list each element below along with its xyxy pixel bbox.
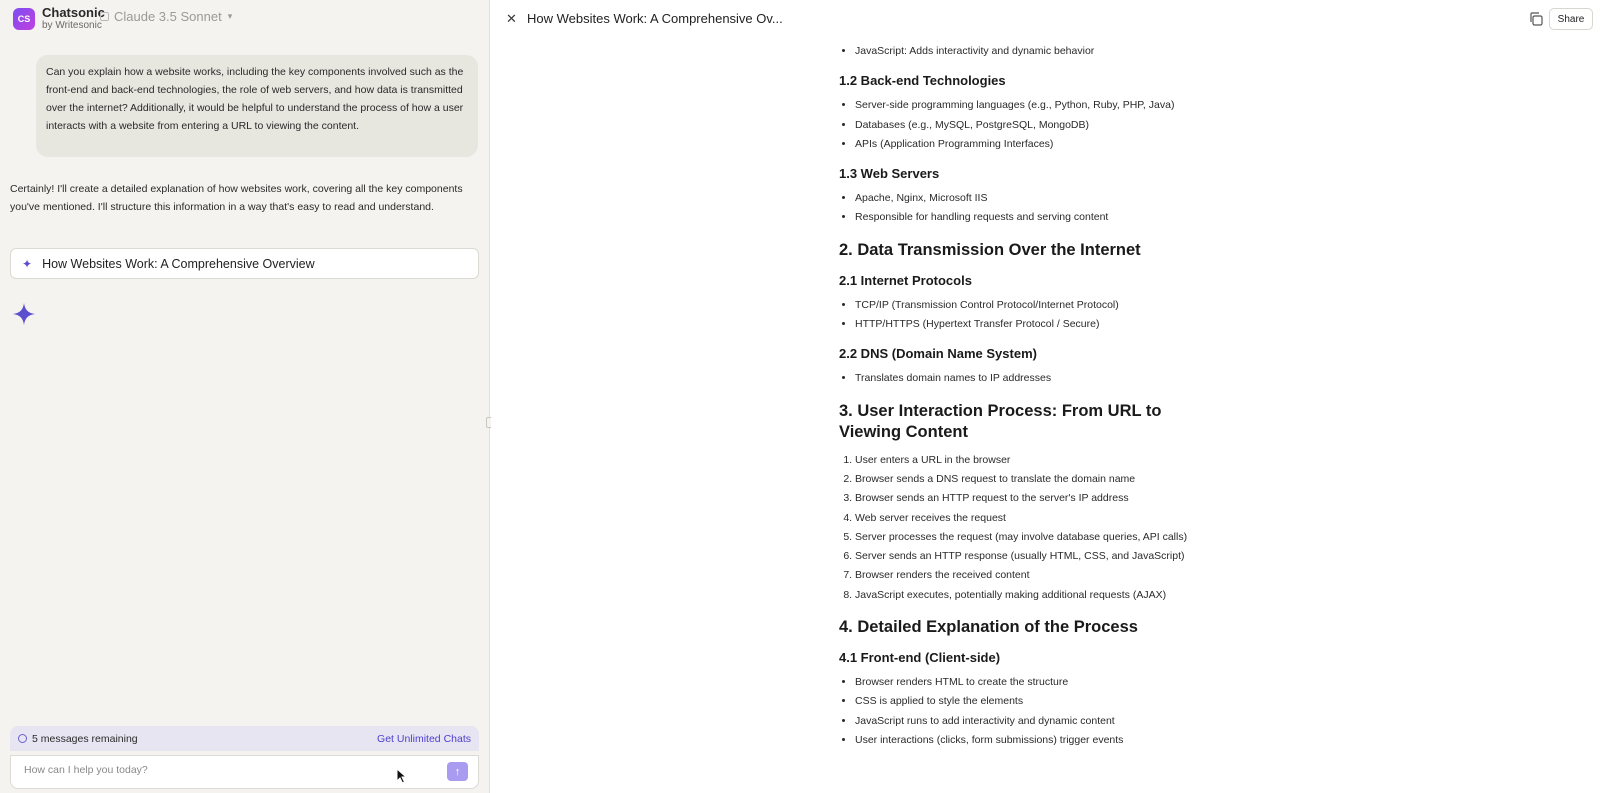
- artifact-card[interactable]: [10, 248, 479, 279]
- assistant-message: Certainly! I'll create a detailed explanation of how websites work, covering all the key components you've mentioned. I'll structure this information in a way that's easy to read and understand.: [10, 183, 463, 213]
- messages-remaining-bar: [10, 726, 479, 751]
- list-item: • User interactions (clicks, form submissions) trigger events: [855, 731, 1219, 750]
- heading-detailed-explanation: 4. Detailed Explanation of the Process: [839, 618, 1138, 637]
- arrow-up-icon: ↑: [454, 765, 461, 778]
- heading-data-transmission: 2. Data Transmission Over the Internet: [839, 240, 1141, 259]
- list-item: • Server-side programming languages (e.g., Python, Ruby, PHP, Java): [855, 96, 1219, 115]
- list-item: • Translates domain names to IP addresses: [855, 369, 1219, 388]
- list-item: 7. Browser renders the received content: [855, 566, 1219, 585]
- list-web-servers: [839, 189, 1219, 228]
- heading-backend: 1.2 Back-end Technologies: [839, 73, 1006, 89]
- list-item: • JavaScript runs to add interactivity and dynamic content: [855, 712, 1219, 731]
- composer: [10, 755, 479, 789]
- list-item: • Apache, Nginx, Microsoft IIS: [855, 189, 1219, 208]
- list-item: • Responsible for handling requests and serving content: [855, 208, 1219, 227]
- model-name: Claude 3.5 Sonnet: [114, 9, 222, 24]
- heading-user-interaction: 3. User Interaction Process: From URL to Viewing Content: [839, 401, 1162, 441]
- message-input[interactable]: [24, 764, 424, 776]
- list-item: • Databases (e.g., MySQL, PostgreSQL, MongoDB): [855, 116, 1219, 135]
- list-item: • CSS is applied to style the elements: [855, 692, 1219, 711]
- list-item: • APIs (Application Programming Interfaces): [855, 135, 1219, 154]
- list-item: 6. Server sends an HTTP response (usually HTML, CSS, and JavaScript): [855, 547, 1219, 566]
- document-content: [839, 42, 1219, 750]
- list-item: 8. JavaScript executes, potentially making additional requests (AJAX): [855, 586, 1219, 605]
- mouse-cursor-icon: [396, 768, 408, 784]
- messages-remaining-text: 5 messages remaining: [32, 732, 138, 745]
- model-selector[interactable]: [100, 9, 232, 24]
- artifact-title: How Websites Work: A Comprehensive Overview: [42, 256, 315, 271]
- list-item: • JavaScript: Adds interactivity and dynamic behavior: [855, 42, 1219, 61]
- list-item: 4. Web server receives the request: [855, 509, 1219, 528]
- chat-pane: [0, 0, 490, 793]
- document-toolbar: [491, 0, 1600, 38]
- heading-front-end: 4.1 Front-end (Client-side): [839, 650, 1001, 666]
- list-user-interaction: [839, 451, 1219, 605]
- list-front-end: [839, 673, 1219, 750]
- list-item: 3. Browser sends an HTTP request to the server's IP address: [855, 489, 1219, 508]
- brand[interactable]: [13, 6, 105, 32]
- list-item: 5. Server processes the request (may involve database queries, API calls): [855, 528, 1219, 547]
- list-frontend-tail: [839, 42, 1219, 61]
- list-backend: [839, 96, 1219, 154]
- list-item: • Browser renders HTML to create the structure: [855, 673, 1219, 692]
- assistant-sparkle-icon: [12, 302, 36, 326]
- model-icon: [100, 12, 109, 21]
- list-internet-protocols: [839, 296, 1219, 335]
- heading-dns: 2.2 DNS (Domain Name System): [839, 346, 1037, 362]
- heading-web-servers: 1.3 Web Servers: [839, 166, 940, 182]
- document-pane: [491, 0, 1600, 793]
- copy-icon[interactable]: [1528, 11, 1544, 27]
- list-item: • TCP/IP (Transmission Control Protocol/Internet Protocol): [855, 296, 1219, 315]
- list-item: 2. Browser sends a DNS request to translate the domain name: [855, 470, 1219, 489]
- chatsonic-logo: CS: [13, 8, 35, 30]
- send-button[interactable]: [447, 762, 468, 781]
- heading-internet-protocols: 2.1 Internet Protocols: [839, 272, 972, 288]
- share-button[interactable]: Share: [1549, 8, 1593, 30]
- document-title: How Websites Work: A Comprehensive Ov...: [527, 11, 783, 26]
- brand-name: Chatsonic: [42, 5, 105, 20]
- list-item: • HTTP/HTTPS (Hypertext Transfer Protocol / Secure): [855, 315, 1219, 334]
- list-item: 1. User enters a URL in the browser: [855, 451, 1219, 470]
- close-icon[interactable]: ✕: [506, 11, 517, 26]
- list-dns: [839, 369, 1219, 388]
- get-unlimited-chats-link[interactable]: Get Unlimited Chats: [377, 732, 471, 745]
- brand-subtitle: by Writesonic: [42, 20, 102, 31]
- chevron-down-icon: ▾: [227, 11, 233, 21]
- chat-bubble-icon: [18, 734, 27, 743]
- user-message: Can you explain how a website works, including the key components involved such as the front-end and back-end technologies, the role of web servers, and how data is transmitted over the internet? Additionally, it would be helpful to understand the process of how a user interacts with a website from entering a URL to viewing the content.: [36, 55, 478, 157]
- sparkle-icon: ✦: [22, 256, 33, 271]
